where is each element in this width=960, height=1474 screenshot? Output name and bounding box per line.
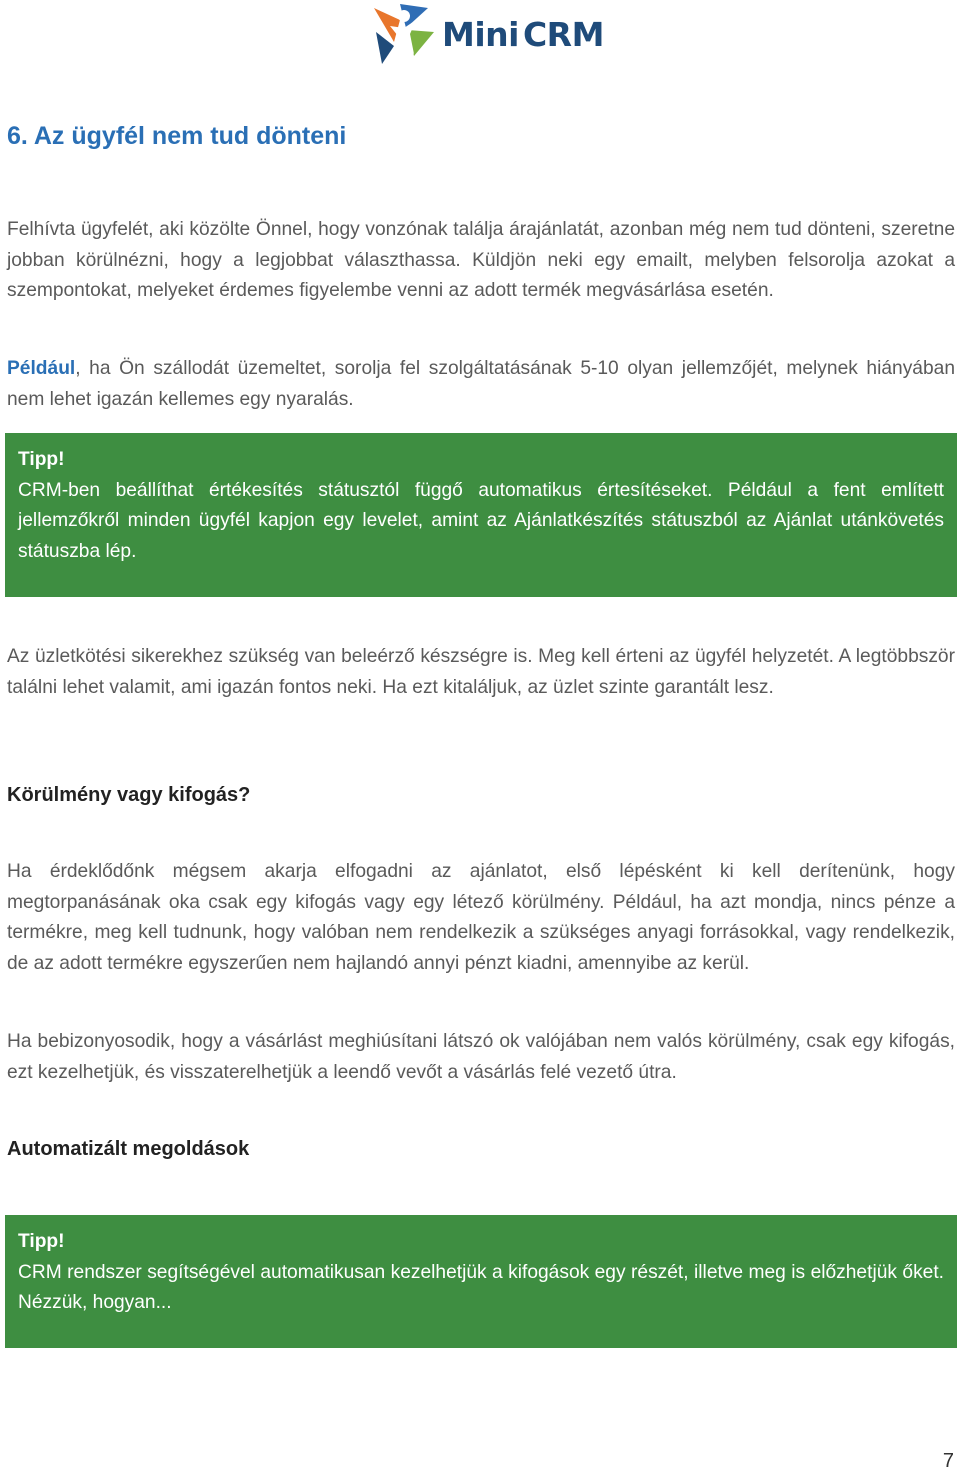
section-heading-automation: Automatizált megoldások xyxy=(7,1138,250,1160)
objection-paragraph-1: Ha érdeklődőnk mégsem akarja elfogadni az ajánlatot, első lépésként ki kell derítenünk, hogy megtorpanásának oka csak egy kifogás vagy egy létező körülmény. Például, ha azt mondja, nincs pénze a termékre, meg kell tudnunk, hogy valóban nem rendelkezik a szükséges anyagi forrásokkal, vagy rendelkezik, de az adott termékre egyszerűen nem hajlandó annyi pénzt kiadni, amennyibe az kerül. xyxy=(7,861,955,974)
tip-body: CRM-ben beállíthat értékesítés státusztól függő automatikus értesítéseket. Például a fent említett jellemzőkről minden ügyfél kapjon egy levelet, amint az Ajánlatkészítés státuszból az Ajánlat utánkövetés státuszba lép. xyxy=(18,479,944,562)
minicrm-logo xyxy=(370,2,604,66)
logo-text xyxy=(442,15,604,54)
page-title: 6. Az ügyfél nem tud dönteni xyxy=(7,122,347,150)
tip-box-2 xyxy=(5,1215,957,1348)
empathy-paragraph: Az üzletkötési sikerekhez szükség van beleérző készségre is. Meg kell érteni az ügyfél helyzetét. A legtöbbször találni lehet valamit, ami igazán fontos neki. Ha ezt kitaláljuk, az üzlet szinte garantált lesz. xyxy=(7,646,955,698)
page-number: 7 xyxy=(942,1450,954,1472)
example-text: , ha Ön szállodát üzemeltet, sorolja fel szolgáltatásának 5-10 olyan jellemzőjét, melynek hiányában nem lehet igazán kellemes egy nyaralás. xyxy=(7,358,955,410)
example-paragraph xyxy=(7,354,955,415)
logo-word-crm: CRM xyxy=(522,14,604,54)
tip-title: Tipp! xyxy=(18,449,65,470)
example-lead: Például xyxy=(7,358,76,379)
tip-box-1 xyxy=(5,433,957,597)
objection-paragraph-2: Ha bebizonyosodik, hogy a vásárlást meghiúsítani látszó ok valójában nem valós körülmény, csak egy kifogás, ezt kezelhetjük, és visszaterelhetjük a leendő vevőt a vásárlás felé vezető útra. xyxy=(7,1031,955,1083)
tip-body: CRM rendszer segítségével automatikusan kezelhetjük a kifogások egy részét, illetve meg is előzhetjük őket. Nézzük, hogyan... xyxy=(18,1261,944,1313)
intro-paragraph: Felhívta ügyfelét, aki közölte Önnel, hogy vonzónak találja árajánlatát, azonban még nem tud dönteni, szeretne jobban körülnézni, hogy a legjobbat választhassa. Küldjön neki egy emailt, melyben felsorolja azokat a szempontokat, melyeket érdemes figyelembe venni az adott termék megvásárlása esetén. xyxy=(7,219,955,301)
section-heading-objection: Körülmény vagy kifogás? xyxy=(7,784,251,806)
tip-title: Tipp! xyxy=(18,1231,65,1252)
logo-mark-icon xyxy=(370,2,436,66)
logo-word-mini: Mini xyxy=(442,14,519,54)
